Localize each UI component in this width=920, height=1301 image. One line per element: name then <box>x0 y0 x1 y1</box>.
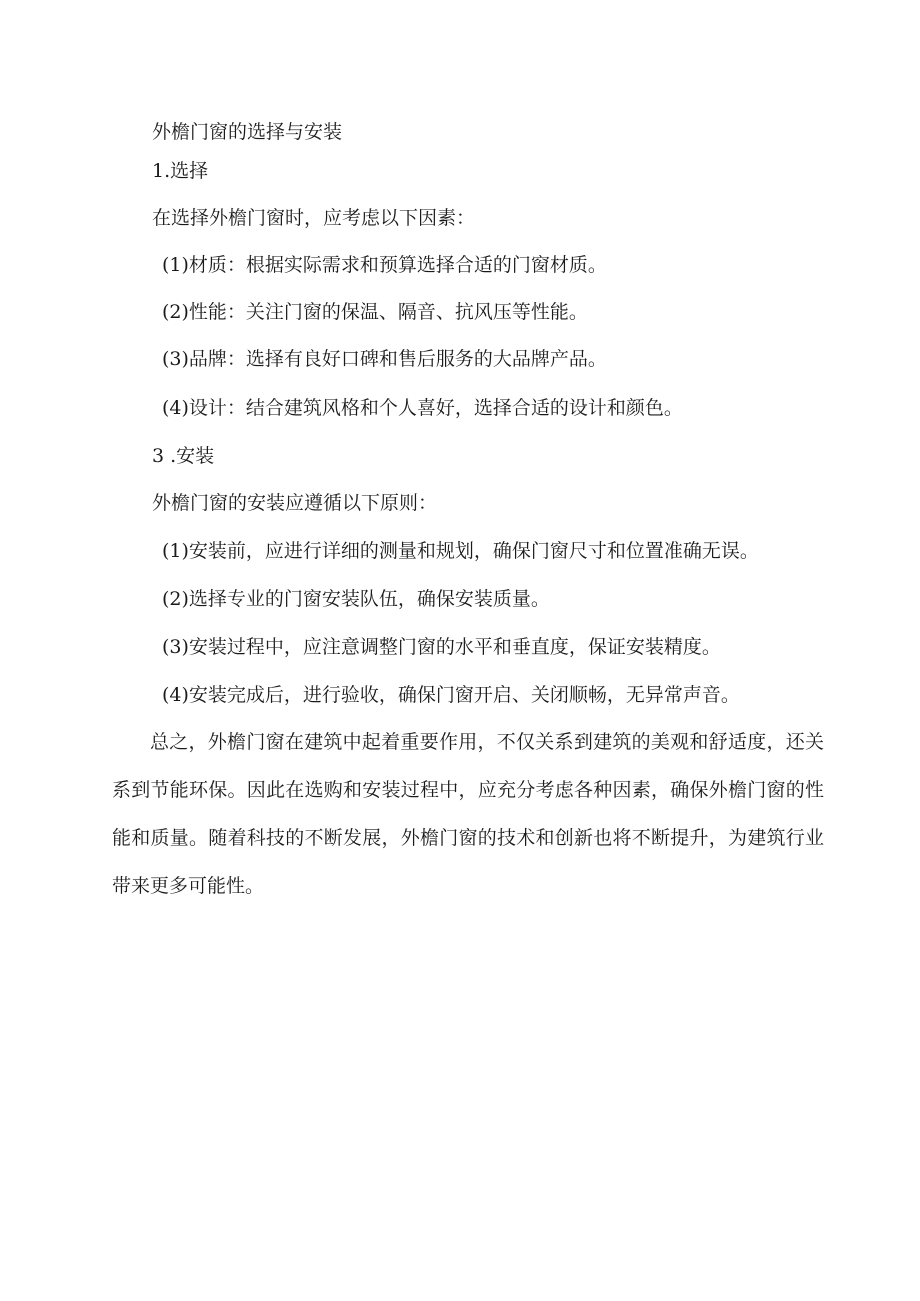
document-title: 外檐门窗的选择与安装 <box>152 121 343 143</box>
conclusion-paragraph: 总之，外檐门窗在建筑中起着重要作用，不仅关系到建筑的美观和舒适度，还关系到节能环保。因此在选购和安装过程中，应充分考虑各种因素，确保外檐门窗的性能和质量。随着科技的不断发展，外檐门窗的技术和创新也将不断提升，为建筑行业带来更多可能性。 <box>112 731 824 897</box>
section-intro-install: 外檐门窗的安装应遵循以下原则： <box>152 492 438 514</box>
section-intro-select: 在选择外檐门窗时，应考虑以下因素： <box>152 207 476 229</box>
section-heading-select: 1.选择 <box>152 160 209 182</box>
list-item: (4)安装完成后，进行验收，确保门窗开启、关闭顺畅，无异常声音。 <box>162 684 740 706</box>
list-item: (3)安装过程中，应注意调整门窗的水平和垂直度，保证安装精度。 <box>162 636 721 658</box>
list-item: (3)品牌：选择有良好口碑和售后服务的大品牌产品。 <box>162 348 607 370</box>
list-item: (1)材质：根据实际需求和预算选择合适的门窗材质。 <box>162 254 607 276</box>
section-heading-install: 3 .安装 <box>152 445 215 467</box>
list-item: (2)选择专业的门窗安装队伍，确保安装质量。 <box>162 588 550 610</box>
list-item: (4)设计：结合建筑风格和个人喜好，选择合适的设计和颜色。 <box>162 397 683 419</box>
list-item: (2)性能：关注门窗的保温、隔音、抗风压等性能。 <box>162 301 588 323</box>
list-item: (1)安装前，应进行详细的测量和规划，确保门窗尺寸和位置准确无误。 <box>162 540 759 562</box>
